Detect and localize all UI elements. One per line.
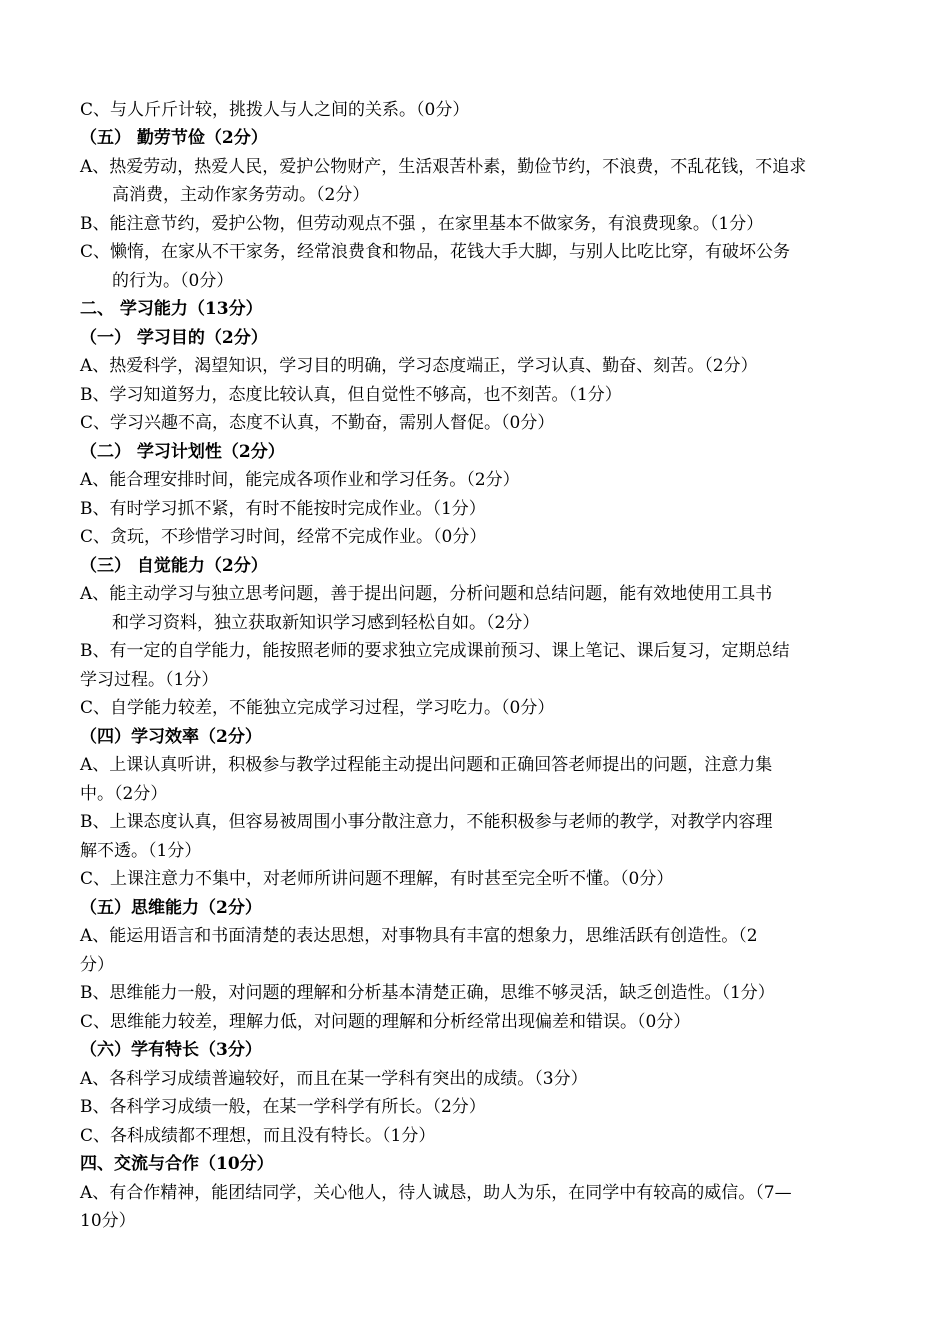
text-line: A、热爱劳动，热爱人民，爱护公物财产，生活艰苦朴素，勤俭节约，不浪费，不乱花钱，不追求 bbox=[80, 157, 807, 177]
text-line: B、上课态度认真，但容易被周围小事分散注意力，不能积极参与老师的教学，对教学内容理 bbox=[80, 812, 773, 832]
text-line: C、自学能力较差，不能独立完成学习过程，学习吃力。（0分） bbox=[80, 698, 555, 718]
text-line: C、懒惰，在家从不干家务，经常浪费食和物品，花钱大手大脚，与别人比吃比穿，有破坏公务 bbox=[80, 242, 791, 262]
text-line: C、与人斤斤计较，挑拨人与人之间的关系。（0分） bbox=[80, 100, 470, 120]
text-line: A、有合作精神，能团结同学，关心他人，待人诚恳，助人为乐，在同学中有较高的威信。（7— bbox=[80, 1183, 792, 1203]
section-heading: 二、 学习能力（13分） bbox=[80, 299, 263, 319]
text-line: C、上课注意力不集中，对老师所讲问题不理解，有时甚至完全听不懂。（0分） bbox=[80, 869, 674, 889]
text-line: C、思维能力较差，理解力低，对问题的理解和分析经常出现偏差和错误。（0分） bbox=[80, 1012, 691, 1032]
text-line: 10分） bbox=[80, 1211, 136, 1231]
section-heading: （四）学习效率（2分） bbox=[80, 727, 262, 747]
text-line: B、各科学习成绩一般，在某一学科学有所长。（2分） bbox=[80, 1097, 486, 1117]
text-line: 和学习资料，独立获取新知识学习感到轻松自如。（2分） bbox=[112, 613, 540, 633]
text-line: 分） bbox=[80, 955, 114, 975]
section-heading: （五） 勤劳节俭（2分） bbox=[80, 128, 268, 148]
text-line: B、能注意节约，爱护公物，但劳动观点不强 ，在家里基本不做家务，有浪费现象。（1分） bbox=[80, 214, 764, 234]
text-line: A、上课认真听讲，积极参与教学过程能主动提出问题和正确回答老师提出的问题，注意力集 bbox=[80, 755, 773, 775]
text-line: A、各科学习成绩普遍较好，而且在某一学科有突出的成绩。（3分） bbox=[80, 1069, 588, 1089]
section-heading: （五）思维能力（2分） bbox=[80, 898, 262, 918]
section-heading: （六）学有特长（3分） bbox=[80, 1040, 262, 1060]
text-line: C、学习兴趣不高，态度不认真，不勤奋，需别人督促。（0分） bbox=[80, 413, 555, 433]
text-line: C、贪玩，不珍惜学习时间，经常不完成作业。（0分） bbox=[80, 527, 487, 547]
text-line: 中。（2分） bbox=[80, 784, 168, 804]
text-line: A、能运用语言和书面清楚的表达思想，对事物具有丰富的想象力，思维活跃有创造性。（2 bbox=[80, 926, 758, 946]
section-heading: （一） 学习目的（2分） bbox=[80, 328, 268, 348]
section-heading: （二） 学习计划性（2分） bbox=[80, 442, 285, 462]
text-line: A、能合理安排时间，能完成各项作业和学习任务。（2分） bbox=[80, 470, 520, 490]
text-line: 解不透。（1分） bbox=[80, 841, 202, 861]
text-line: B、学习知道努力，态度比较认真，但自觉性不够高，也不刻苦。（1分） bbox=[80, 385, 622, 405]
text-line: 学习过程。（1分） bbox=[80, 670, 219, 690]
text-line: B、思维能力一般，对问题的理解和分析基本清楚正确，思维不够灵活，缺乏创造性。（1分） bbox=[80, 983, 775, 1003]
section-heading: （三） 自觉能力（2分） bbox=[80, 556, 268, 576]
text-line: 高消费，主动作家务劳动。（2分） bbox=[112, 185, 370, 205]
text-line: 的行为。（0分） bbox=[112, 271, 234, 291]
text-line: A、能主动学习与独立思考问题，善于提出问题，分析问题和总结问题，能有效地使用工具书 bbox=[80, 584, 773, 604]
text-line: A、热爱科学，渴望知识，学习目的明确，学习态度端正，学习认真、勤奋、刻苦。（2分） bbox=[80, 356, 758, 376]
text-line: B、有时学习抓不紧，有时不能按时完成作业。（1分） bbox=[80, 499, 486, 519]
text-line: B、有一定的自学能力，能按照老师的要求独立完成课前预习、课上笔记、课后复习，定期总结 bbox=[80, 641, 790, 661]
text-line: C、各科成绩都不理想，而且没有特长。（1分） bbox=[80, 1126, 436, 1146]
section-heading: 四、交流与合作（10分） bbox=[80, 1154, 274, 1174]
